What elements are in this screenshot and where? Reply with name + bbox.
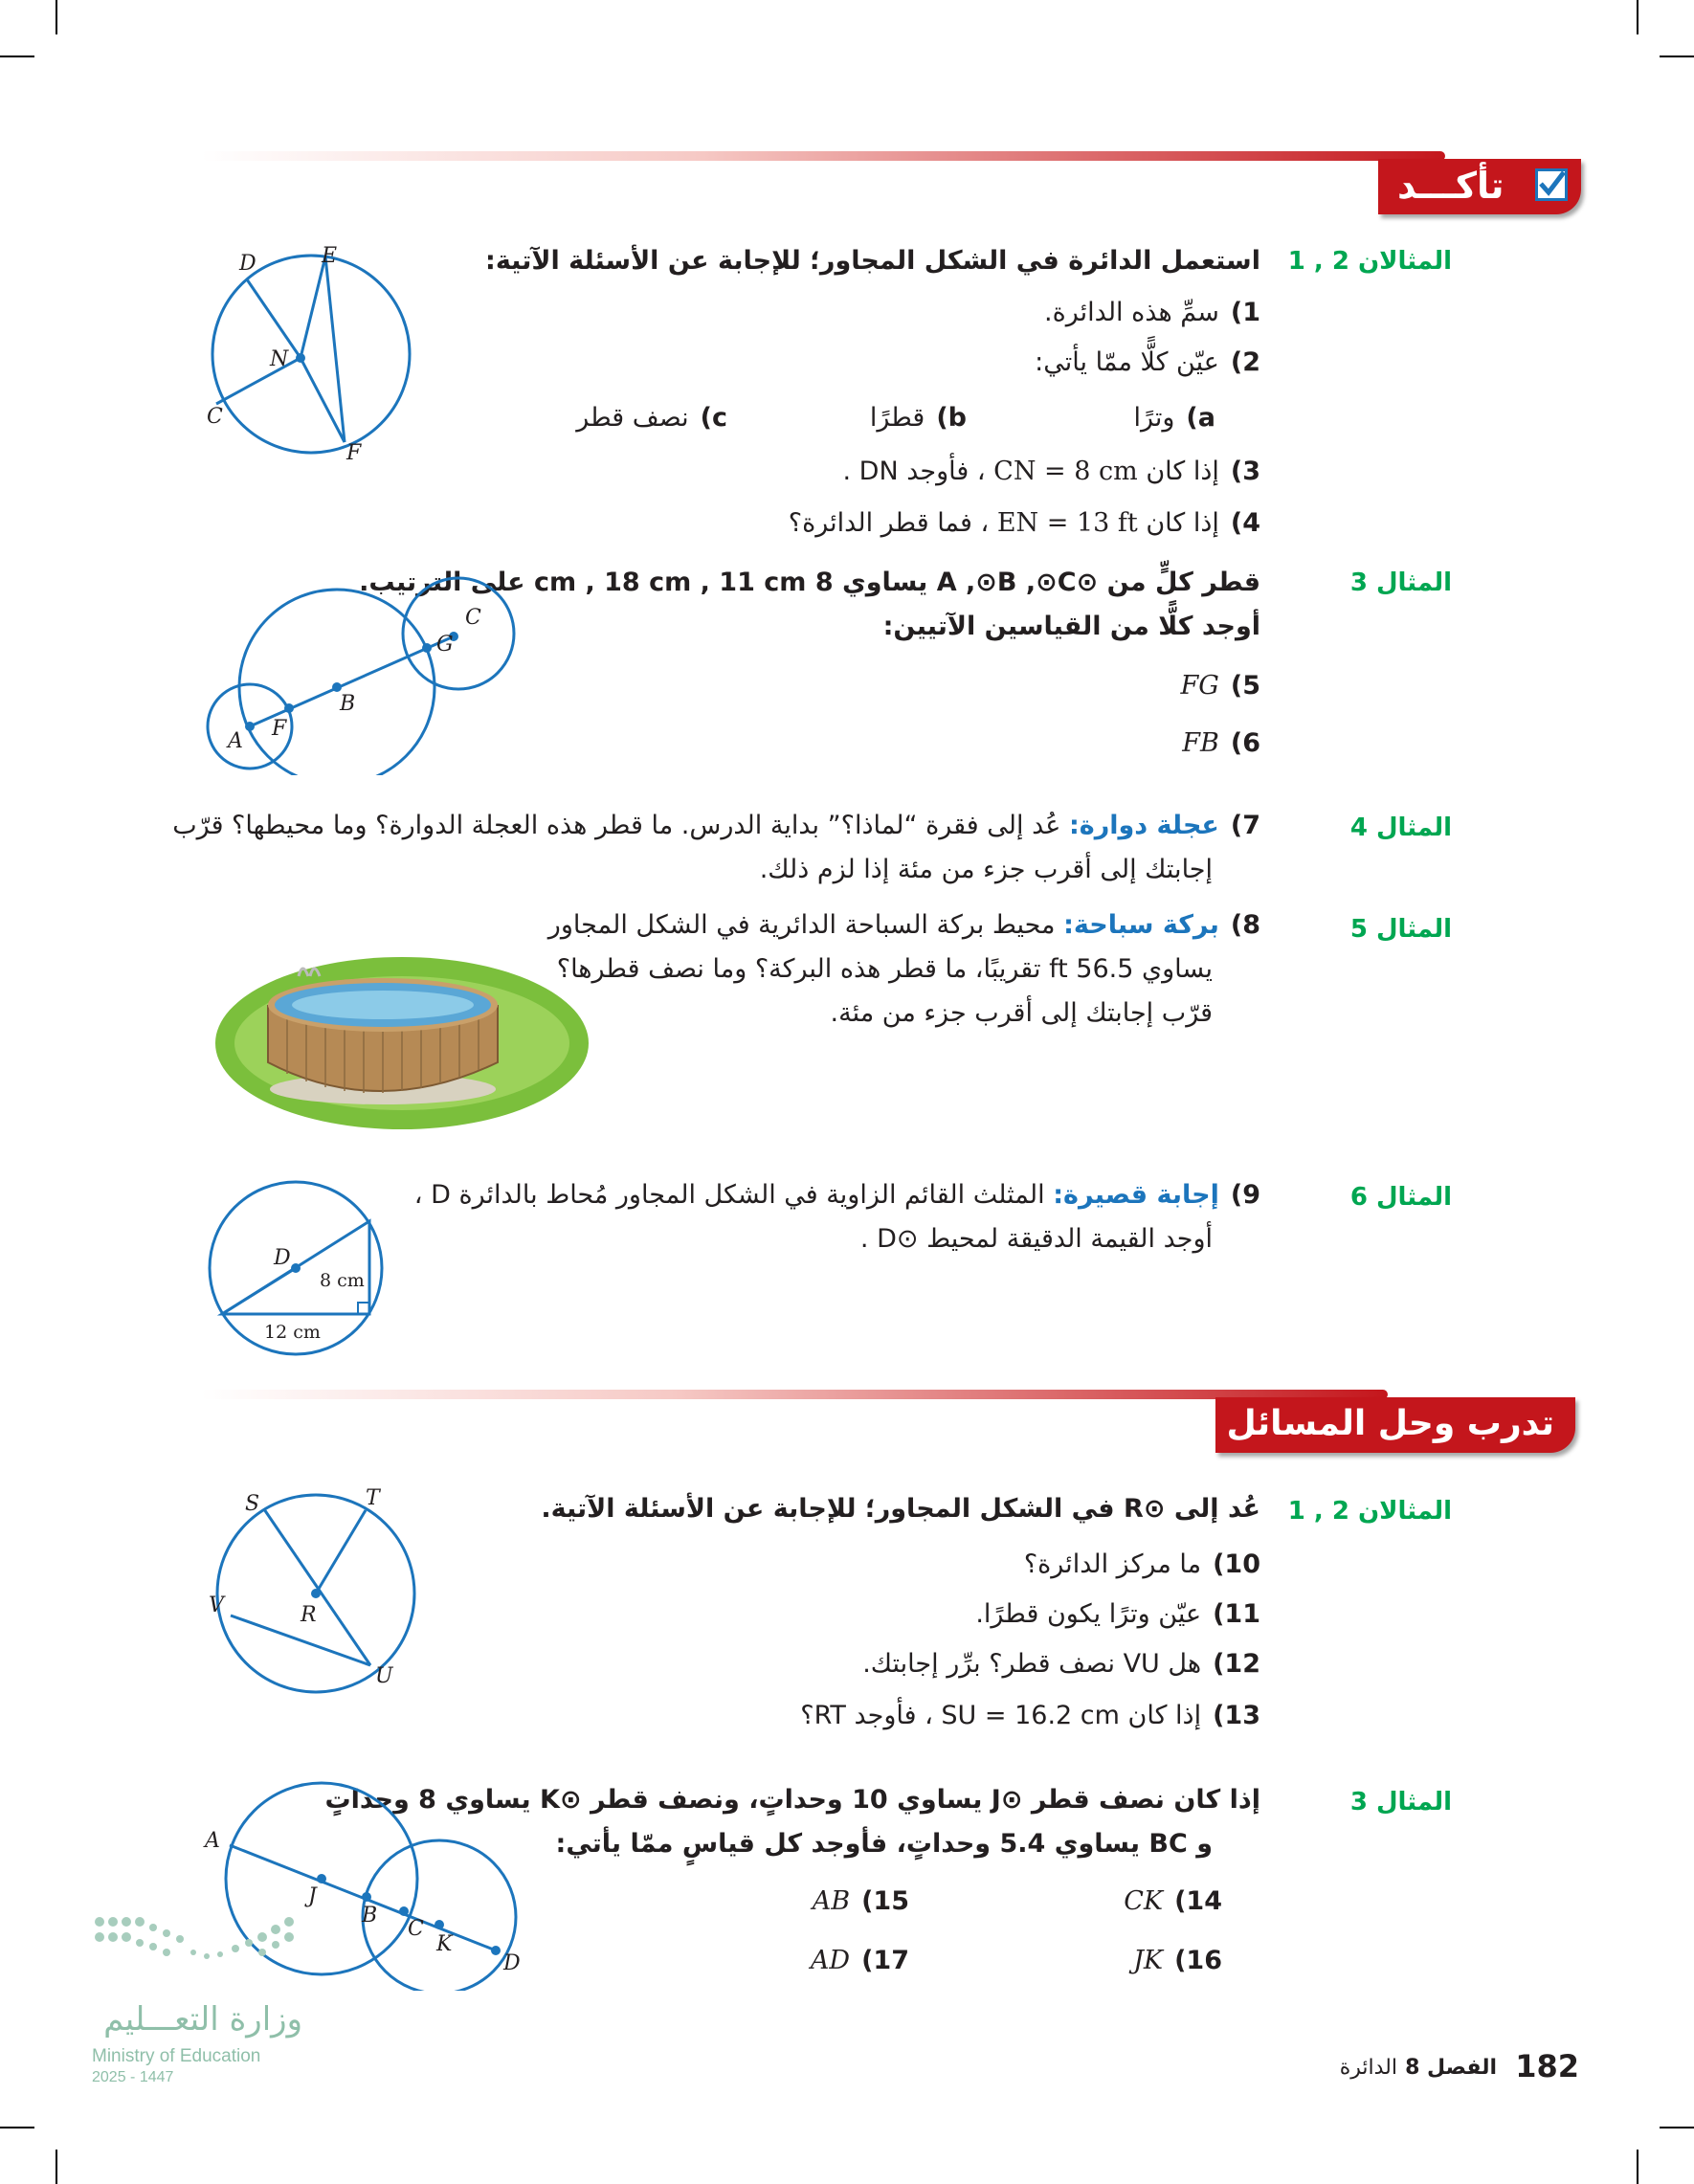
question-13 bbox=[800, 1698, 1260, 1734]
question-number: 15) bbox=[861, 1886, 909, 1916]
question-text: عيّن وترًا يكون قطرًا. bbox=[975, 1599, 1202, 1629]
question-number: 12) bbox=[1213, 1649, 1260, 1679]
section2-line2: أوجد كلًّا من القياسين الآتيين: bbox=[882, 612, 1260, 641]
point-label: F bbox=[272, 717, 287, 741]
ministry-name-ar: وزارة التعـــليم bbox=[103, 2000, 302, 2039]
point-label: C bbox=[465, 606, 481, 630]
question-number: 7) bbox=[1230, 811, 1260, 840]
point-label: E bbox=[322, 244, 338, 268]
check-banner bbox=[1378, 159, 1581, 214]
question-text: ، فأوجد DN . bbox=[842, 457, 986, 486]
point-label: D bbox=[503, 1951, 521, 1975]
question-text: CK bbox=[1124, 1886, 1164, 1916]
point-label: T bbox=[366, 1486, 380, 1510]
crop-mark bbox=[1637, 2150, 1638, 2184]
question-7 bbox=[172, 808, 1260, 844]
crop-mark bbox=[0, 56, 34, 57]
question-number: 1) bbox=[1230, 298, 1260, 327]
point-label: N bbox=[270, 347, 289, 371]
point-label: B bbox=[362, 1904, 378, 1928]
question-text: AB bbox=[812, 1886, 851, 1916]
question-number: 11) bbox=[1213, 1599, 1260, 1629]
question-number: 13) bbox=[1213, 1701, 1260, 1730]
point-label: U bbox=[375, 1664, 393, 1688]
figure-circle-n bbox=[191, 239, 421, 469]
example-label: المثال 3 bbox=[1349, 1788, 1452, 1816]
example-label: المثال 5 bbox=[1349, 915, 1452, 944]
section2-line1: قطر كلٍّ من ⊙A ,⊙B ,⊙C يساوي 8 cm , 18 cm , 11 cm على الترتيب. bbox=[359, 568, 1260, 597]
question-16 bbox=[1133, 1943, 1222, 1979]
question-number: 14) bbox=[1174, 1886, 1222, 1916]
checkbox-icon bbox=[1535, 168, 1568, 201]
pool-image bbox=[211, 919, 593, 1139]
measure-label: 12 cm bbox=[264, 1322, 321, 1343]
point-label: D bbox=[274, 1246, 291, 1270]
point-label: B bbox=[340, 692, 356, 716]
question-2a bbox=[1133, 400, 1215, 436]
question-number: 3) bbox=[1230, 457, 1260, 486]
question-1 bbox=[1044, 295, 1260, 331]
question-text: FB bbox=[1182, 728, 1219, 758]
question-2b bbox=[870, 400, 967, 436]
figure-circle-r bbox=[201, 1483, 421, 1704]
crop-mark bbox=[0, 2127, 34, 2128]
question-8 bbox=[548, 907, 1260, 944]
question-text: ، فما قطر الدائرة؟ bbox=[788, 508, 990, 538]
measure-label: 8 cm bbox=[320, 1270, 365, 1291]
page-number: 182 bbox=[1515, 2048, 1579, 2084]
point-label: J bbox=[308, 1884, 317, 1908]
point-label: S bbox=[245, 1492, 260, 1516]
question-text: إذا كان SU = 16.2 cm ، فأوجد RT؟ bbox=[800, 1701, 1202, 1730]
question-label: عجلة دوارة: bbox=[1068, 811, 1219, 840]
question-number: 6) bbox=[1230, 728, 1260, 758]
question-text: FG bbox=[1180, 671, 1219, 701]
chapter-title: الدائرة bbox=[1339, 2056, 1397, 2080]
point-label: A bbox=[205, 1829, 220, 1853]
section1-intro: استعمل الدائرة في الشكل المجاور؛ للإجابة عن الأسئلة الآتية: bbox=[485, 246, 1260, 276]
ministry-logo-icon bbox=[92, 1914, 302, 1977]
question-text: محيط بركة السباحة الدائرية في الشكل المجاور bbox=[547, 910, 1056, 940]
point-label: G bbox=[436, 633, 454, 657]
question-6 bbox=[1182, 725, 1260, 762]
section7-line1: إذا كان نصف قطر ⊙J يساوي 10 وحداتٍ، ونصف قطر ⊙K يساوي 8 وحداتٍ bbox=[324, 1785, 1260, 1815]
point-label: C bbox=[207, 405, 223, 429]
question-text: سمِّ هذه الدائرة. bbox=[1044, 298, 1219, 327]
question-text: قطرًا bbox=[869, 403, 925, 433]
question-text: AD bbox=[810, 1946, 851, 1975]
question-4 bbox=[789, 505, 1260, 542]
point-label: R bbox=[301, 1603, 317, 1627]
section7-line2: و BC يساوي 5.4 وحداتٍ، فأوجد كل قياسٍ ممّا يأتي: bbox=[555, 1829, 1213, 1859]
point-label: V bbox=[209, 1593, 224, 1617]
question-text: هل VU نصف قطر؟ برِّر إجابتك. bbox=[862, 1649, 1202, 1679]
example-label: المثال 4 bbox=[1349, 813, 1452, 842]
question-number: 8) bbox=[1230, 910, 1260, 940]
math-expression: EN = 13 ft bbox=[996, 508, 1138, 538]
practice-banner bbox=[1215, 1397, 1575, 1453]
question-text: إذا كان bbox=[1146, 457, 1219, 486]
question-number: 10) bbox=[1213, 1549, 1260, 1579]
question-label: بركة سباحة: bbox=[1063, 910, 1219, 940]
point-label: A bbox=[228, 729, 243, 753]
question-9 bbox=[414, 1177, 1260, 1214]
question-8-line2: يساوي 56.5 ft تقريبًا، ما قطر هذه البركة؟ وما نصف قطرها؟ bbox=[556, 954, 1213, 984]
figure-three-circles bbox=[191, 565, 517, 775]
practice-banner-title: تدرب وحل المسائل bbox=[1226, 1404, 1554, 1443]
question-number: 4) bbox=[1230, 508, 1260, 538]
question-text: المثلث القائم الزاوية في الشكل المجاور مُحاط بالدائرة D ، bbox=[413, 1180, 1045, 1210]
question-8-line3: قرّب إجابتك إلى أقرب جزء من مئة. bbox=[830, 998, 1213, 1028]
question-2 bbox=[1035, 345, 1260, 381]
math-expression: CN = 8 cm bbox=[993, 457, 1138, 486]
crop-mark bbox=[56, 0, 57, 34]
section6-intro: عُد إلى ⊙R في الشكل المجاور؛ للإجابة عن الأسئلة الآتية. bbox=[541, 1494, 1260, 1524]
crop-mark bbox=[1660, 2127, 1694, 2128]
question-17 bbox=[811, 1943, 909, 1979]
question-9-line2: أوجد القيمة الدقيقة لمحيط ⊙D . bbox=[859, 1224, 1213, 1254]
question-text: نصف قطر bbox=[576, 403, 689, 433]
question-label: إجابة قصيرة: bbox=[1053, 1180, 1219, 1210]
question-3 bbox=[842, 454, 1260, 490]
figure-inscribed-triangle bbox=[201, 1177, 392, 1359]
crop-mark bbox=[1660, 56, 1694, 57]
crop-mark bbox=[56, 2150, 57, 2184]
ministry-year: 2025 - 1447 bbox=[92, 2069, 174, 2085]
question-number: 16) bbox=[1174, 1946, 1222, 1975]
question-text: إذا كان bbox=[1146, 508, 1219, 538]
question-7-line2: إجابتك إلى أقرب جزء من مئة إذا لزم ذلك. bbox=[759, 855, 1213, 884]
question-number: b) bbox=[936, 403, 967, 433]
point-label: C bbox=[408, 1917, 424, 1941]
point-label: F bbox=[346, 441, 362, 465]
ministry-name-en: Ministry of Education bbox=[92, 2046, 261, 2066]
question-11 bbox=[975, 1596, 1260, 1633]
example-label: المثال 6 bbox=[1349, 1183, 1452, 1212]
question-number: 17) bbox=[861, 1946, 909, 1975]
point-label: D bbox=[239, 252, 256, 276]
question-text: عيّن كلًّا ممّا يأتي: bbox=[1035, 347, 1219, 377]
question-15 bbox=[813, 1883, 909, 1920]
question-number: 2) bbox=[1230, 347, 1260, 377]
question-2c bbox=[576, 400, 727, 436]
banner-stripe bbox=[201, 151, 1445, 161]
question-number: 5) bbox=[1230, 671, 1260, 701]
question-number: a) bbox=[1186, 403, 1215, 433]
question-text: وترًا bbox=[1133, 403, 1175, 433]
example-label: المثالان 2 , 1 bbox=[1287, 1497, 1452, 1526]
point-label: K bbox=[436, 1932, 453, 1956]
question-number: c) bbox=[700, 403, 727, 433]
example-label: المثالان 2 , 1 bbox=[1287, 247, 1452, 276]
question-5 bbox=[1181, 668, 1260, 704]
example-label: المثال 3 bbox=[1349, 568, 1452, 597]
question-14 bbox=[1124, 1883, 1222, 1920]
chapter-label: الفصل 8 bbox=[1405, 2056, 1497, 2080]
question-number: 9) bbox=[1230, 1180, 1260, 1210]
banner-stripe bbox=[201, 1390, 1388, 1399]
question-text: JK bbox=[1133, 1946, 1164, 1975]
crop-mark bbox=[1637, 0, 1638, 34]
question-12 bbox=[862, 1646, 1260, 1683]
question-10 bbox=[1024, 1547, 1260, 1583]
question-text: ما مركز الدائرة؟ bbox=[1023, 1549, 1202, 1579]
question-text: عُد إلى فقرة “لماذا؟” بداية الدرس. ما قطر هذه العجلة الدوارة؟ وما محيطها؟ قرّب bbox=[172, 811, 1061, 840]
check-banner-title: تأكـــد bbox=[1397, 165, 1505, 207]
